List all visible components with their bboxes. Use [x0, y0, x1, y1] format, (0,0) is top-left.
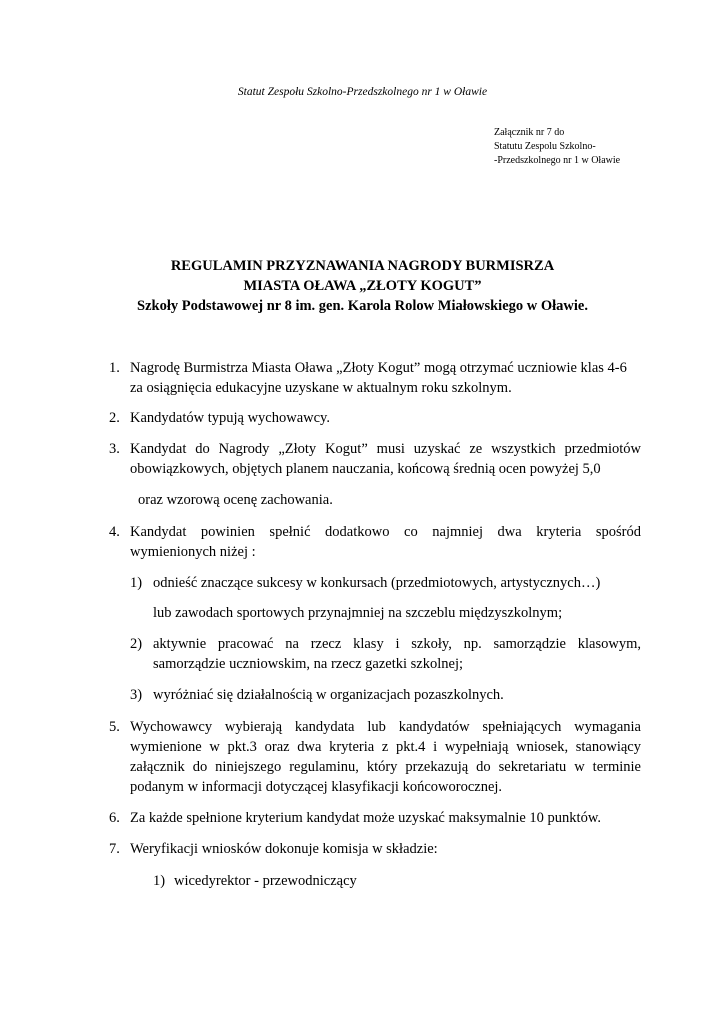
annex-line-2: Statutu Zespolu Szkolno-	[494, 141, 596, 152]
item-2-line-1: Kandydatów typują wychowawcy.	[130, 410, 330, 426]
item-6-line-1: Za każde spełnione kryterium kandydat może uzyskać maksymalnie 10 punktów.	[130, 810, 601, 826]
annex-line-3: -Przedszkolnego nr 1 w Oławie	[494, 155, 621, 166]
item-number-2: 2.	[109, 410, 120, 426]
subitem-3-line-1: wyróżniać się działalnością w organizacjach pozaszkolnych.	[153, 687, 504, 703]
item-4-line-2: wymienionych niżej :	[130, 544, 256, 560]
item-number-6: 6.	[109, 810, 120, 826]
annex-line-1: Załącznik nr 7 do	[494, 127, 565, 138]
item-1-line-2: za osiągnięcia edukacyjne uzyskane w aktualnym roku szkolnym.	[130, 380, 512, 396]
item-7-subitem-1-line-1: wicedyrektor - przewodniczący	[174, 873, 357, 889]
item-4-line-1: Kandydat powinien spełnić dodatkowo co najmniej dwa kryteria spośród	[130, 524, 641, 540]
subitem-2-line-2: samorządzie uczniowskim, na rzecz gazetki szkolnej;	[153, 656, 464, 672]
item-1-line-1: Nagrodę Burmistrza Miasta Oława „Złoty Kogut” mogą otrzymać uczniowie klas 4-6	[130, 360, 627, 376]
subitem-1-line-2: lub zawodach sportowych przynajmniej na szczeblu międzyszkolnym;	[153, 605, 563, 621]
item-number-5: 5.	[109, 719, 120, 735]
subitem-number-2: 2)	[130, 636, 143, 652]
item-5-line-2: wymienione w pkt.3 oraz dwa kryteria z pkt.4 i wypełniają wniosek, stanowiący	[130, 739, 641, 755]
item-number-3: 3.	[109, 441, 120, 457]
subitem-1-line-1: odnieść znaczące sukcesy w konkursach (przedmiotowych, artystycznych…)	[153, 575, 601, 591]
item-3-line-3: oraz wzorową ocenę zachowania.	[138, 492, 333, 508]
running-header: Statut Zespołu Szkolno-Przedszkolnego nr 1 w Oławie	[237, 86, 488, 98]
item-3-line-1: Kandydat do Nagrody „Złoty Kogut” musi uzyskać ze wszystkich przedmiotów	[130, 441, 641, 457]
item-number-1: 1.	[109, 360, 120, 376]
subitem-number-3: 3)	[130, 687, 143, 703]
item-5-line-3: załącznik do niniejszego regulaminu, który przekazują do sekretariatu w terminie	[130, 759, 641, 775]
item-5-line-4: podanym w informacji dotyczącej klasyfikacji końcoworocznej.	[130, 779, 503, 795]
item-number-4: 4.	[109, 524, 120, 540]
item-7-subitem-number-1: 1)	[153, 873, 166, 889]
subitem-2-line-1: aktywnie pracować na rzecz klasy i szkoły, np. samorządzie klasowym,	[153, 636, 641, 652]
item-7-line-1: Weryfikacji wniosków dokonuje komisja w składzie:	[130, 841, 438, 857]
item-3-line-2: obowiązkowych, objętych planem nauczania, końcową średnią ocen powyżej 5,0	[130, 461, 601, 477]
document-title-line-3: Szkoły Podstawowej nr 8 im. gen. Karola Rolow Miałowskiego w Oławie.	[137, 298, 588, 314]
item-number-7: 7.	[109, 841, 120, 857]
subitem-number-1: 1)	[130, 575, 143, 591]
document-title-line-2: MIASTA OŁAWA „ZŁOTY KOGUT”	[243, 278, 482, 294]
document-title-line-1: REGULAMIN PRZYZNAWANIA NAGRODY BURMISRZA	[170, 258, 555, 274]
item-5-line-1: Wychowawcy wybierają kandydata lub kandydatów spełniających wymagania	[130, 719, 641, 735]
